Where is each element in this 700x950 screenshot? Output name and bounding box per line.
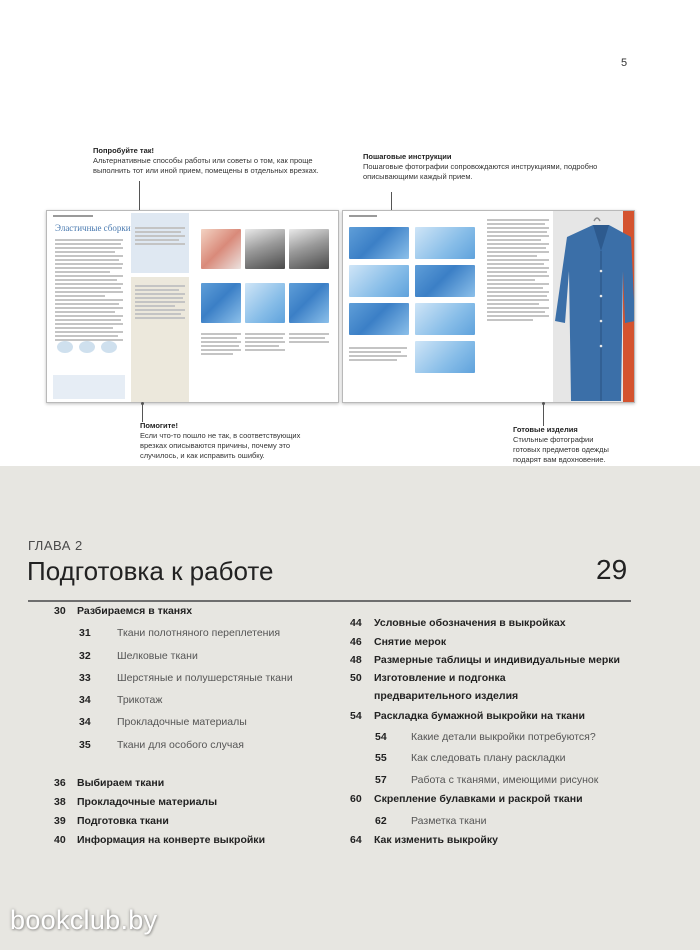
toc-entry[interactable] (350, 617, 566, 630)
toc-subentry[interactable] (375, 774, 598, 787)
chapter-label: ГЛАВА 2 (28, 538, 83, 553)
toc-title: Как следовать плану раскладки (411, 752, 566, 764)
toc-page: 46 (350, 636, 362, 648)
toc-entry[interactable] (54, 796, 217, 809)
toc-subentry[interactable] (375, 731, 596, 744)
toc-title: Прокладочные материалы (77, 796, 218, 808)
toc-page: 54 (375, 731, 387, 743)
toc-title: Подготовка ткани (77, 815, 169, 827)
spread-left-heading: Эластичные сборки (55, 223, 131, 233)
toc-page: 39 (54, 815, 66, 827)
toc-entry-continuation[interactable] (350, 690, 518, 703)
toc-page: 30 (54, 605, 66, 617)
watermark-logo: bookclub.by (10, 905, 158, 935)
spread-right-step-5 (349, 303, 409, 335)
toc-title: Какие детали выкройки потребуются? (411, 731, 596, 743)
toc-title: Размерные таблицы и индивидуальные мерки (374, 654, 621, 666)
spread-right-step-4 (415, 265, 475, 297)
toc-title: Условные обозначения в выкройках (374, 617, 566, 629)
toc-title: предварительного изделия (374, 690, 519, 702)
toc-page: 57 (375, 774, 387, 786)
chapter-contents-band (0, 466, 700, 950)
toc-title: Выбираем ткани (77, 777, 165, 789)
callout-help-leader (142, 404, 143, 422)
spread-left-try-box (131, 213, 189, 273)
chapter-title: Подготовка к работе (27, 556, 274, 586)
toc-subentry[interactable] (375, 815, 486, 828)
toc-page: 36 (54, 777, 66, 789)
toc-entry[interactable] (54, 834, 265, 847)
toc-subentry[interactable] (79, 694, 162, 707)
toc-subentry[interactable] (79, 650, 198, 663)
toc-entry[interactable] (54, 815, 169, 828)
callout-step-by-step (363, 152, 603, 182)
callout-finished-leader (543, 404, 544, 426)
toc-page: 31 (79, 627, 91, 639)
toc-page: 62 (375, 815, 387, 827)
callout-try-it (93, 146, 333, 176)
chapter-page-number: 29 (596, 554, 628, 585)
toc-title: Снятие мерок (374, 636, 447, 648)
spread-left-photo-machine-2 (289, 229, 329, 269)
toc-page: 64 (350, 834, 362, 846)
callout-step-text: Пошаговые фотографии сопровождаются инструкциями, подробно описывающими каждый прием. (363, 162, 598, 181)
spread-right-finished-photo (553, 211, 635, 403)
toc-page: 55 (375, 752, 387, 764)
spread-left-photo-fabric-1 (201, 283, 241, 323)
toc-title: Раскладка бумажной выкройки на ткани (374, 710, 585, 722)
shirt-icon (553, 211, 635, 403)
toc-entry[interactable] (350, 636, 446, 649)
toc-subentry[interactable] (375, 752, 566, 765)
toc-entry[interactable] (350, 834, 498, 847)
toc-page: 40 (54, 834, 66, 846)
toc-page: 32 (79, 650, 91, 662)
chapter-divider (28, 600, 631, 602)
spread-left-sidebar (131, 277, 189, 403)
toc-entry[interactable] (350, 793, 583, 806)
toc-title: Ткани полотняного переплетения (117, 627, 281, 639)
toc-page: 34 (79, 694, 91, 706)
callout-step-title: Пошаговые инструкции (363, 152, 452, 161)
spread-right-step-6 (415, 303, 475, 335)
spread-left-sample-2 (79, 341, 95, 353)
toc-page: 48 (350, 654, 362, 666)
toc-title: Работа с тканями, имеющими рисунок (411, 774, 599, 786)
toc-title: Разбираемся в тканях (77, 605, 193, 617)
toc-page: 34 (79, 716, 91, 728)
toc-title: Разметка ткани (411, 815, 487, 827)
callout-help-text: Если что-то пошло не так, в соответствующих врезках описываются причины, почему это случилось, и как исправить ошибку. (140, 431, 301, 460)
spread-left-help-box (53, 375, 125, 399)
toc-subentry[interactable] (79, 672, 293, 685)
callout-finished (513, 425, 618, 465)
callout-try-it-title: Попробуйте так! (93, 146, 155, 155)
toc-entry[interactable] (54, 777, 164, 790)
toc-title: Шелковые ткани (117, 650, 198, 662)
callout-finished-dot (542, 402, 545, 405)
toc-subentry[interactable] (79, 627, 280, 640)
spread-left-photo-machine-1 (245, 229, 285, 269)
spread-right-step-2 (415, 227, 475, 259)
spread-right-step-7 (415, 341, 475, 373)
callout-finished-title: Готовые изделия (513, 425, 578, 434)
toc-title: Трикотаж (117, 694, 163, 706)
toc-page: 33 (79, 672, 91, 684)
spread-right-thumbnail (342, 210, 635, 403)
toc-title: Скрепление булавками и раскрой ткани (374, 793, 583, 805)
spread-left-sample-1 (57, 341, 73, 353)
toc-title: Информация на конверте выкройки (77, 834, 266, 846)
spread-left-thumbnail (46, 210, 339, 403)
toc-entry[interactable] (350, 672, 506, 685)
callout-help (140, 421, 315, 461)
spread-right-step-1 (349, 227, 409, 259)
callout-help-dot (141, 402, 144, 405)
toc-title: Прокладочные материалы (117, 716, 247, 728)
spread-left-photo-fabric-3 (289, 283, 329, 323)
spread-right-text-column (487, 219, 549, 323)
toc-entry[interactable] (350, 654, 620, 667)
callout-try-it-text: Альтернативные способы работы или советы о том, как проще выполнить тот или иной прием, помещены в отдельных врезках. (93, 156, 319, 175)
callout-help-title: Помогите! (140, 421, 178, 430)
toc-title: Шерстяные и полушерстяные ткани (117, 672, 293, 684)
toc-title: Ткани для особого случая (117, 739, 244, 751)
toc-page: 54 (350, 710, 362, 722)
spread-left-text-column (55, 239, 123, 343)
spread-left-photo-hand (201, 229, 241, 269)
toc-subentry[interactable] (79, 716, 247, 729)
spread-left-photo-fabric-2 (245, 283, 285, 323)
callout-finished-text: Стильные фотографии готовых предметов одежды подарят вам вдохновение. (513, 435, 609, 464)
spread-right-step-3 (349, 265, 409, 297)
toc-page: 44 (350, 617, 362, 629)
toc-page: 50 (350, 672, 362, 684)
toc-entry[interactable] (54, 605, 192, 618)
toc-title: Изготовление и подгонка (374, 672, 506, 684)
toc-page: 60 (350, 793, 362, 805)
toc-subentry[interactable] (79, 739, 244, 752)
page-number: 5 (621, 57, 628, 69)
spread-left-sample-3 (101, 341, 117, 353)
toc-page: 38 (54, 796, 66, 808)
toc-entry[interactable] (350, 710, 585, 723)
toc-page: 35 (79, 739, 91, 751)
toc-title: Как изменить выкройку (374, 834, 498, 846)
